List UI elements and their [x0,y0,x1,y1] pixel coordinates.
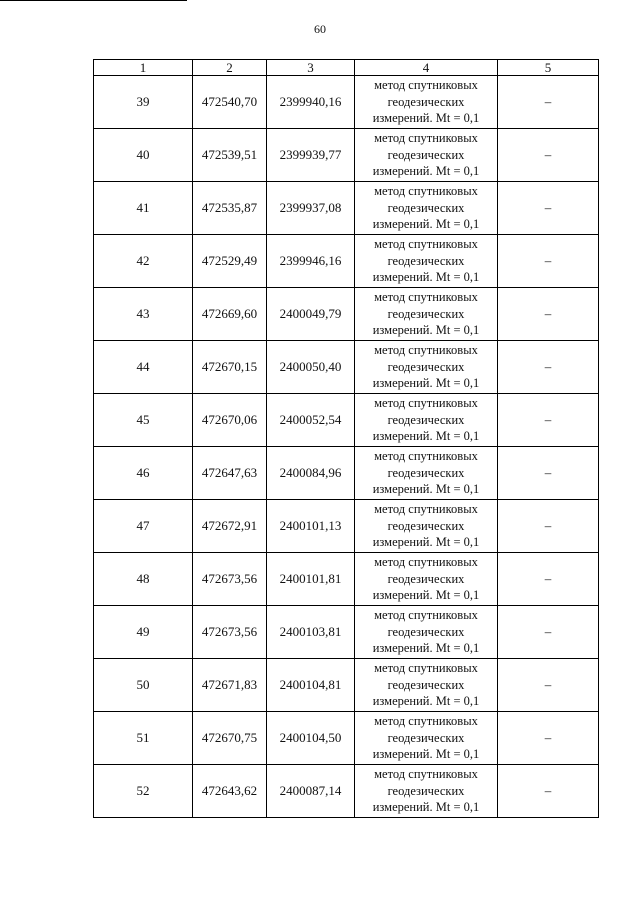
method-line-2: геодезических [387,306,465,321]
method-line-3: измерений. Mt = 0,1 [372,694,480,709]
coordinate-y: 2400049,79 [267,288,355,341]
method-description [355,765,498,818]
method-line-2: геодезических [387,94,465,109]
method-line-3: измерений. Mt = 0,1 [372,482,480,497]
column-header-2: 2 [193,60,267,76]
method-line-2: геодезических [387,677,465,692]
method-description [355,659,498,712]
method-line-1: метод спутниковых [374,78,478,93]
top-rule [0,0,187,1]
method-description [355,447,498,500]
method-line-2: геодезических [387,783,465,798]
column-5-dash: – [498,447,599,500]
column-header-1: 1 [94,60,193,76]
page-number: 60 [314,22,326,36]
table-row [94,182,599,235]
coordinate-y: 2399937,08 [267,182,355,235]
column-5-dash: – [498,553,599,606]
coordinate-y: 2400104,50 [267,712,355,765]
column-5-dash: – [498,129,599,182]
table-row [94,288,599,341]
method-line-1: метод спутниковых [374,502,478,517]
column-5-dash: – [498,765,599,818]
method-line-1: метод спутниковых [374,714,478,729]
point-number: 40 [94,129,193,182]
coordinate-x: 472540,70 [193,76,267,129]
column-5-dash: – [498,500,599,553]
coordinate-x: 472647,63 [193,447,267,500]
method-description [355,288,498,341]
table-body [94,76,599,818]
column-5-dash: – [498,712,599,765]
coordinate-x: 472673,56 [193,606,267,659]
method-line-3: измерений. Mt = 0,1 [372,111,480,126]
point-number: 43 [94,288,193,341]
column-5-dash: – [498,76,599,129]
point-number: 51 [94,712,193,765]
table-row [94,606,599,659]
coordinate-y: 2400084,96 [267,447,355,500]
coordinate-x: 472670,15 [193,341,267,394]
method-line-3: измерений. Mt = 0,1 [372,376,480,391]
method-line-3: измерений. Mt = 0,1 [372,747,480,762]
method-description [355,182,498,235]
method-line-1: метод спутниковых [374,237,478,252]
point-number: 50 [94,659,193,712]
method-description [355,341,498,394]
point-number: 44 [94,341,193,394]
method-description [355,129,498,182]
column-header-4: 4 [355,60,498,76]
point-number: 42 [94,235,193,288]
method-line-1: метод спутниковых [374,449,478,464]
column-5-dash: – [498,182,599,235]
coordinate-y: 2400104,81 [267,659,355,712]
method-line-3: измерений. Mt = 0,1 [372,270,480,285]
table-row [94,394,599,447]
method-description [355,500,498,553]
method-description [355,553,498,606]
coordinate-x: 472669,60 [193,288,267,341]
method-description [355,606,498,659]
coordinate-y: 2400052,54 [267,394,355,447]
method-line-2: геодезических [387,359,465,374]
coordinate-x: 472670,75 [193,712,267,765]
column-5-dash: – [498,659,599,712]
coordinate-x: 472672,91 [193,500,267,553]
table-row [94,712,599,765]
point-number: 52 [94,765,193,818]
method-line-2: геодезических [387,730,465,745]
point-number: 48 [94,553,193,606]
method-line-2: геодезических [387,147,465,162]
coordinate-y: 2400101,81 [267,553,355,606]
method-line-1: метод спутниковых [374,290,478,305]
method-line-3: измерений. Mt = 0,1 [372,641,480,656]
method-line-3: измерений. Mt = 0,1 [372,164,480,179]
method-line-3: измерений. Mt = 0,1 [372,588,480,603]
table-row [94,659,599,712]
point-number: 39 [94,76,193,129]
coordinate-y: 2399940,16 [267,76,355,129]
table-row [94,341,599,394]
column-5-dash: – [498,606,599,659]
coordinate-y: 2399946,16 [267,235,355,288]
method-line-1: метод спутниковых [374,184,478,199]
method-line-1: метод спутниковых [374,661,478,676]
method-line-1: метод спутниковых [374,131,478,146]
coordinate-y: 2400103,81 [267,606,355,659]
table-row [94,76,599,129]
column-5-dash: – [498,394,599,447]
method-line-2: геодезических [387,571,465,586]
header-row [94,60,599,76]
method-line-1: метод спутниковых [374,396,478,411]
coordinate-x: 472529,49 [193,235,267,288]
coordinate-x: 472673,56 [193,553,267,606]
table-row [94,447,599,500]
method-line-2: геодезических [387,412,465,427]
point-number: 46 [94,447,193,500]
method-description [355,76,498,129]
point-number: 49 [94,606,193,659]
coordinate-x: 472643,62 [193,765,267,818]
method-line-3: измерений. Mt = 0,1 [372,323,480,338]
method-description [355,235,498,288]
method-description [355,712,498,765]
method-line-3: измерений. Mt = 0,1 [372,217,480,232]
coordinate-y: 2400087,14 [267,765,355,818]
method-line-2: геодезических [387,200,465,215]
table-row [94,235,599,288]
method-line-3: измерений. Mt = 0,1 [372,800,480,815]
method-line-2: геодезических [387,624,465,639]
coordinate-x: 472535,87 [193,182,267,235]
method-line-3: измерений. Mt = 0,1 [372,535,480,550]
method-line-1: метод спутниковых [374,767,478,782]
column-header-3: 3 [267,60,355,76]
column-5-dash: – [498,235,599,288]
coordinate-y: 2400101,13 [267,500,355,553]
method-line-1: метод спутниковых [374,555,478,570]
table-row [94,500,599,553]
point-number: 41 [94,182,193,235]
coordinates-table [93,59,599,818]
column-5-dash: – [498,288,599,341]
coordinate-x: 472539,51 [193,129,267,182]
table-row [94,553,599,606]
point-number: 45 [94,394,193,447]
method-line-2: геодезических [387,253,465,268]
column-header-5: 5 [498,60,599,76]
coordinate-x: 472670,06 [193,394,267,447]
method-line-1: метод спутниковых [374,608,478,623]
table-row [94,765,599,818]
point-number: 47 [94,500,193,553]
coordinate-y: 2400050,40 [267,341,355,394]
coordinate-y: 2399939,77 [267,129,355,182]
method-line-3: измерений. Mt = 0,1 [372,429,480,444]
column-5-dash: – [498,341,599,394]
coordinate-x: 472671,83 [193,659,267,712]
table-row [94,129,599,182]
method-line-1: метод спутниковых [374,343,478,358]
method-line-2: геодезических [387,465,465,480]
method-description [355,394,498,447]
method-line-2: геодезических [387,518,465,533]
